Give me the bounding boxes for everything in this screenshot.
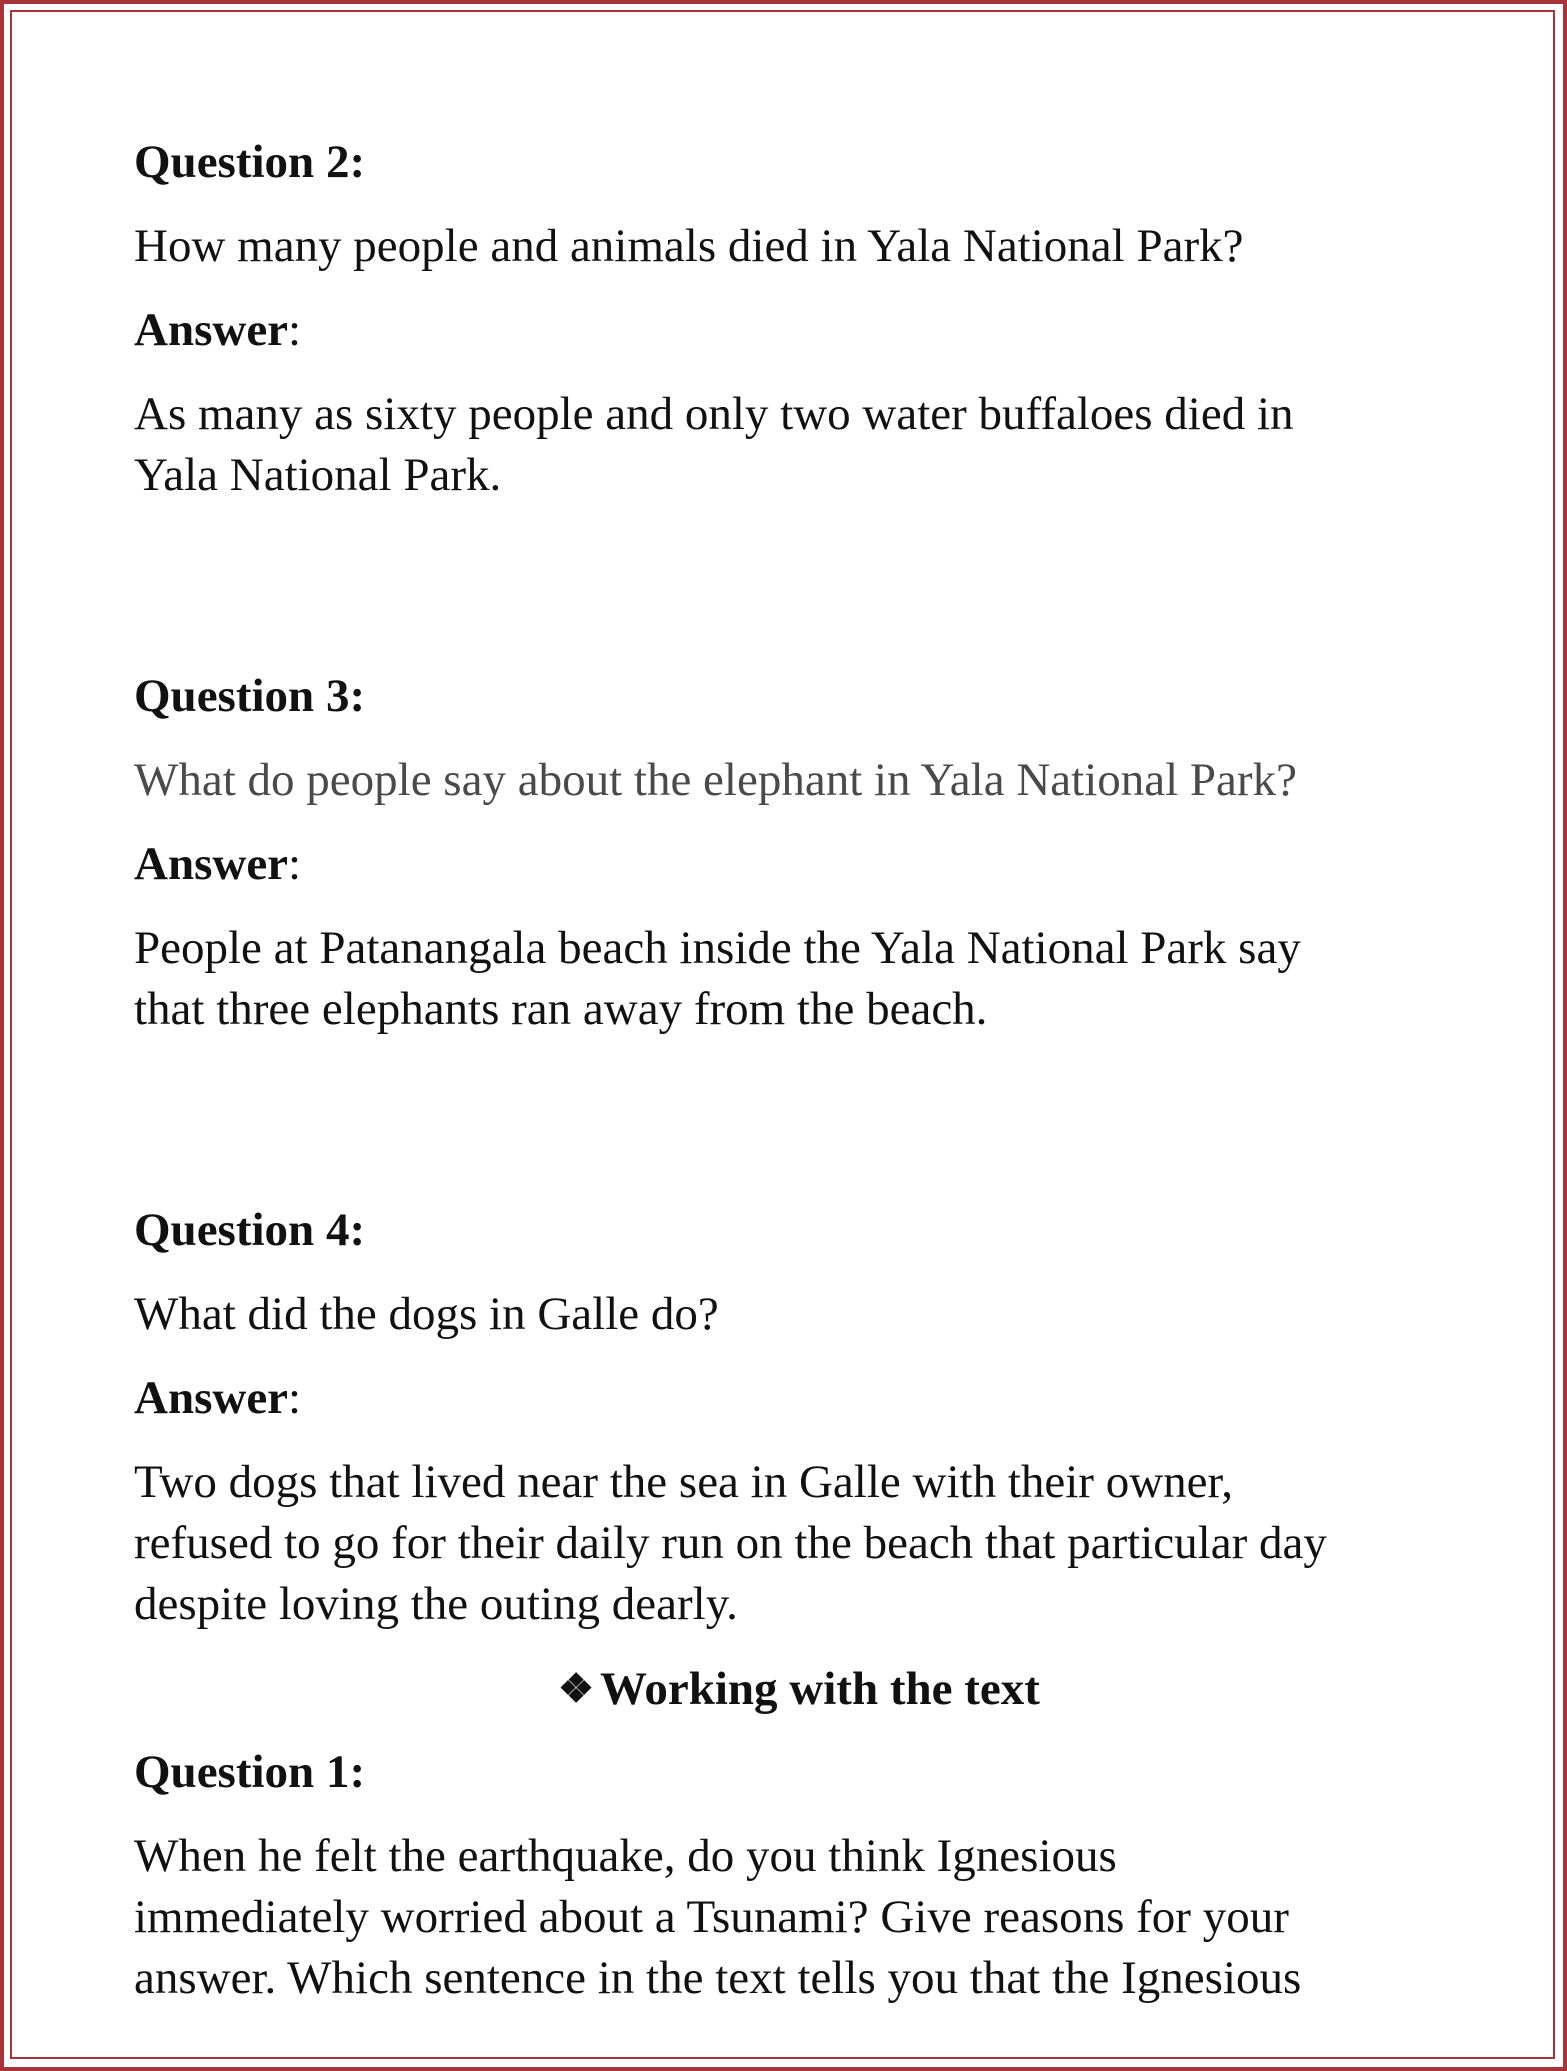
- question-4-heading: Question 4:: [134, 1204, 366, 1256]
- question-4-answer-line-2: refused to go for their daily run on the beach that particular day: [134, 1517, 1327, 1569]
- question-2-block: [134, 132, 1444, 506]
- question-2-answer-line-1: As many as sixty people and only two water buffaloes died in: [134, 388, 1294, 440]
- diamond-bullet-icon: ❖: [558, 1666, 594, 1711]
- answer-label-text: Answer: [134, 838, 289, 890]
- working-question-1-heading: Question 1:: [134, 1746, 366, 1798]
- question-2-text: How many people and animals died in Yala National Park?: [134, 220, 1244, 272]
- document-content: [134, 132, 1444, 2009]
- question-2-heading: Question 2:: [134, 136, 366, 188]
- answer-label-text: Answer: [134, 1372, 289, 1424]
- question-3-block: [134, 666, 1444, 1040]
- working-question-1-line-3: answer. Which sentence in the text tells you that the Ignesious: [134, 1952, 1302, 2004]
- answer-label-colon: :: [288, 838, 302, 890]
- question-4-block: [134, 1200, 1444, 1635]
- question-3-answer-line-1: People at Patanangala beach inside the Yala National Park say: [134, 922, 1301, 974]
- spacer: [134, 1040, 1444, 1200]
- answer-label-text: Answer: [134, 304, 289, 356]
- working-question-1-line-2: immediately worried about a Tsunami? Give reasons for your: [134, 1891, 1289, 1943]
- question-4-text: What did the dogs in Galle do?: [134, 1288, 719, 1340]
- question-3-answer-line-2: that three elephants ran away from the beach.: [134, 983, 988, 1035]
- answer-label-colon: :: [288, 304, 302, 356]
- question-4-answer-line-3: despite loving the outing dearly.: [134, 1578, 738, 1630]
- question-4-answer-line-1: Two dogs that lived near the sea in Galle with their owner,: [134, 1456, 1234, 1508]
- question-3-heading: Question 3:: [134, 670, 366, 722]
- answer-label-colon: :: [288, 1372, 302, 1424]
- question-2-answer-line-2: Yala National Park.: [134, 449, 502, 501]
- section-heading-text: Working with the text: [599, 1663, 1040, 1715]
- question-4-answer-label: [134, 1368, 1444, 1452]
- working-question-1-block: [134, 1742, 1444, 2009]
- question-3-text: What do people say about the elephant in Yala National Park?: [134, 754, 1297, 806]
- question-2-answer-label: [134, 300, 1444, 384]
- working-question-1-line-1: When he felt the earthquake, do you think Ignesious: [134, 1830, 1117, 1882]
- question-3-answer-label: [134, 834, 1444, 918]
- section-heading: [134, 1658, 1444, 1742]
- spacer: [134, 506, 1444, 666]
